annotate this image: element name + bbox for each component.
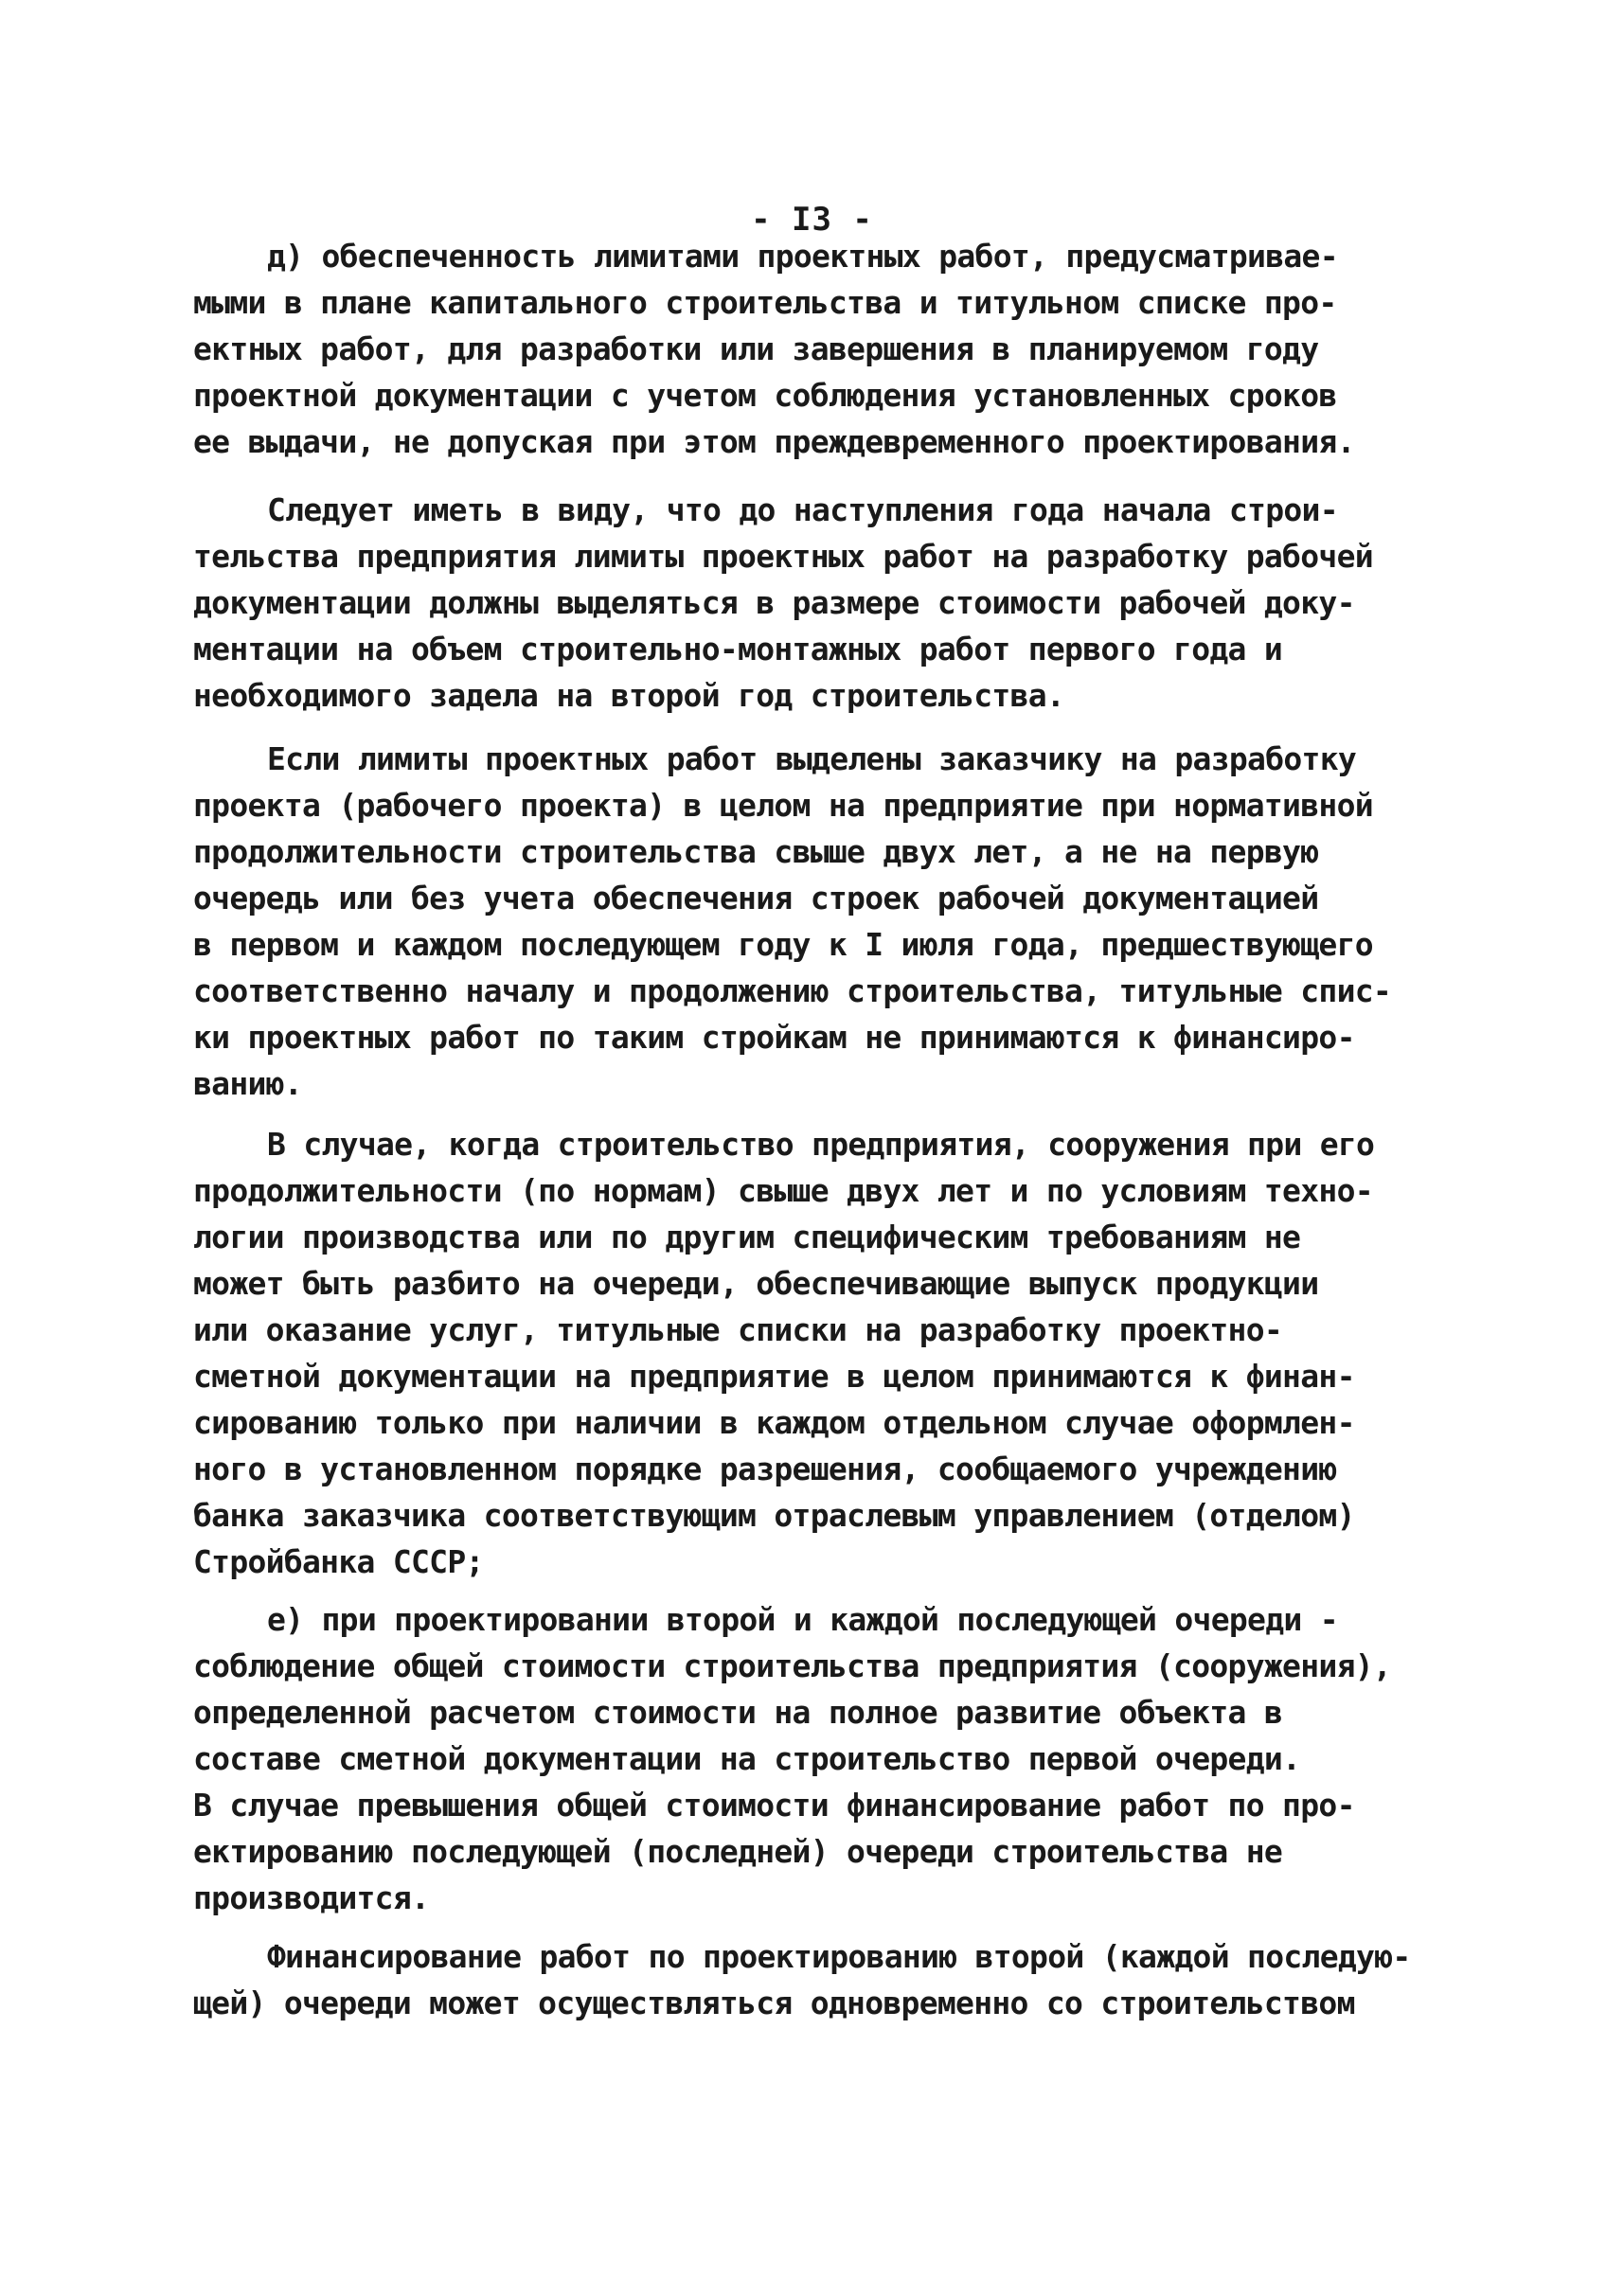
text-line: составе сметной документации на строительство первой очереди. bbox=[193, 1740, 1301, 1777]
text-line: Финансирование работ по проектированию второй (каждой последую- bbox=[267, 1938, 1411, 1975]
text-line: Стройбанка СССР; bbox=[193, 1543, 484, 1580]
text-line: д) обеспеченность лимитами проектных работ, предусматривае- bbox=[267, 238, 1338, 275]
text-line: щей) очереди может осуществляться одновременно со строительством bbox=[193, 1985, 1355, 2021]
text-line: проектной документации с учетом соблюдения установленных сроков bbox=[193, 377, 1337, 414]
text-line: производится. bbox=[193, 1879, 430, 1916]
text-line: ванию. bbox=[193, 1065, 303, 1102]
text-line: логии производства или по другим специфическим требованиям не bbox=[193, 1219, 1301, 1255]
text-line: сметной документации на предприятие в целом принимаются к финан- bbox=[193, 1358, 1355, 1395]
text-line: Если лимиты проектных работ выделены заказчику на разработку bbox=[267, 740, 1357, 777]
paragraph-item-e bbox=[193, 1596, 1462, 1921]
text-line: ектных работ, для разработки или завершения в планируемом году bbox=[193, 330, 1319, 367]
text-line: продолжительности строительства свыше двух лет, а не на первую bbox=[193, 833, 1319, 870]
text-line: необходимого задела на второй год строительства. bbox=[193, 677, 1065, 714]
text-line: сированию только при наличии в каждом отдельном случае оформлен- bbox=[193, 1404, 1355, 1441]
text-line: тельства предприятия лимиты проектных работ на разработку рабочей bbox=[193, 538, 1373, 575]
text-line: соблюдение общей стоимости строительства предприятия (сооружения), bbox=[193, 1647, 1392, 1684]
text-line: В случае, когда строительство предприятия, сооружения при его bbox=[267, 1126, 1375, 1163]
text-line: ментации на объем строительно-монтажных работ первого года и bbox=[193, 631, 1283, 667]
paragraph bbox=[193, 1933, 1462, 2026]
text-line: е) при проектировании второй и каждой последующей очереди - bbox=[267, 1601, 1338, 1638]
text-line: ее выдачи, не допуская при этом преждевременного проектирования. bbox=[193, 423, 1355, 460]
paragraph bbox=[193, 487, 1462, 719]
text-line: мыми в плане капитального строительства и титульном списке про- bbox=[193, 284, 1337, 321]
text-line: документации должны выделяться в размере стоимости рабочей доку- bbox=[193, 584, 1355, 621]
text-line: Следует иметь в виду, что до наступления года начала строи- bbox=[267, 491, 1338, 528]
paragraph bbox=[193, 1121, 1462, 1585]
page-number: - I3 - bbox=[751, 201, 873, 239]
text-line: ки проектных работ по таким стройкам не принимаются к финансиро- bbox=[193, 1019, 1355, 1056]
paragraph bbox=[193, 736, 1462, 1107]
text-line: продолжительности (по нормам) свыше двух лет и по условиям техно- bbox=[193, 1172, 1373, 1209]
text-line: определенной расчетом стоимости на полное развитие объекта в bbox=[193, 1694, 1283, 1731]
text-line: ектированию последующей (последней) очереди строительства не bbox=[193, 1833, 1283, 1870]
text-line: банка заказчика соответствующим отраслевым управлением (отделом) bbox=[193, 1497, 1355, 1534]
text-line: соответственно началу и продолжению строительства, титульные спис- bbox=[193, 972, 1392, 1009]
text-line: проекта (рабочего проекта) в целом на предприятие при нормативной bbox=[193, 787, 1373, 824]
text-line: очередь или без учета обеспечения строек рабочей документацией bbox=[193, 880, 1319, 917]
text-line: ного в установленном порядке разрешения, сообщаемого учреждению bbox=[193, 1451, 1337, 1487]
text-line: в первом и каждом последующем году к I июля года, предшествующего bbox=[193, 926, 1373, 963]
text-line: может быть разбито на очереди, обеспечивающие выпуск продукции bbox=[193, 1265, 1319, 1302]
text-line: В случае превышения общей стоимости финансирование работ по про- bbox=[193, 1787, 1355, 1824]
text-line: или оказание услуг, титульные списки на разработку проектно- bbox=[193, 1311, 1283, 1348]
paragraph-item-d bbox=[193, 233, 1462, 465]
